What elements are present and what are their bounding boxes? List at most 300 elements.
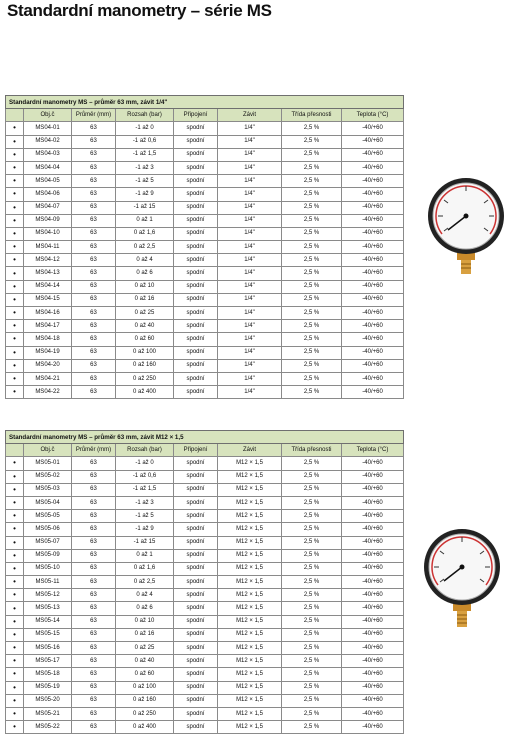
cell-thread: 1/4" <box>218 359 282 372</box>
cell-bullet: • <box>6 615 24 628</box>
table-row <box>6 615 404 628</box>
cell-thread: 1/4" <box>218 148 282 161</box>
cell-thread: 1/4" <box>218 175 282 188</box>
cell-diameter: 63 <box>72 602 116 615</box>
cell-connection: spodní <box>174 386 218 399</box>
cell-range: -1 až 0,6 <box>116 135 174 148</box>
cell-order-code: MS04-07 <box>24 201 72 214</box>
cell-range: -1 až 3 <box>116 161 174 174</box>
cell-connection: spodní <box>174 536 218 549</box>
cell-bullet: • <box>6 307 24 320</box>
cell-temperature: -40/+60 <box>342 510 404 523</box>
cell-thread: M12 × 1,5 <box>218 536 282 549</box>
table-row <box>6 320 404 333</box>
cell-temperature: -40/+60 <box>342 320 404 333</box>
cell-diameter: 63 <box>72 536 116 549</box>
cell-order-code: MS05-15 <box>24 628 72 641</box>
cell-order-code: MS05-07 <box>24 536 72 549</box>
table-row <box>6 135 404 148</box>
cell-connection: spodní <box>174 523 218 536</box>
table-row <box>6 122 404 135</box>
cell-accuracy-class: 2,5 % <box>282 576 342 589</box>
cell-range: 0 až 25 <box>116 642 174 655</box>
cell-range: -1 až 1,5 <box>116 483 174 496</box>
cell-range: 0 až 6 <box>116 267 174 280</box>
table-row <box>6 562 404 575</box>
cell-thread: M12 × 1,5 <box>218 642 282 655</box>
cell-connection: spodní <box>174 721 218 734</box>
cell-thread: M12 × 1,5 <box>218 602 282 615</box>
column-header-order-code: Obj.č <box>24 109 72 122</box>
cell-diameter: 63 <box>72 615 116 628</box>
table-row <box>6 681 404 694</box>
cell-order-code: MS04-04 <box>24 161 72 174</box>
cell-temperature: -40/+60 <box>342 161 404 174</box>
table-row <box>6 148 404 161</box>
cell-thread: M12 × 1,5 <box>218 681 282 694</box>
cell-bullet: • <box>6 523 24 536</box>
cell-bullet: • <box>6 135 24 148</box>
cell-accuracy-class: 2,5 % <box>282 642 342 655</box>
cell-order-code: MS05-04 <box>24 496 72 509</box>
table-row <box>6 589 404 602</box>
cell-diameter: 63 <box>72 241 116 254</box>
cell-accuracy-class: 2,5 % <box>282 483 342 496</box>
cell-bullet: • <box>6 148 24 161</box>
cell-connection: spodní <box>174 655 218 668</box>
cell-range: -1 až 9 <box>116 188 174 201</box>
cell-connection: spodní <box>174 175 218 188</box>
cell-accuracy-class: 2,5 % <box>282 214 342 227</box>
table-row <box>6 214 404 227</box>
cell-bullet: • <box>6 293 24 306</box>
cell-diameter: 63 <box>72 483 116 496</box>
cell-bullet: • <box>6 346 24 359</box>
cell-connection: spodní <box>174 615 218 628</box>
cell-connection: spodní <box>174 346 218 359</box>
cell-temperature: -40/+60 <box>342 642 404 655</box>
cell-thread: 1/4" <box>218 267 282 280</box>
cell-accuracy-class: 2,5 % <box>282 668 342 681</box>
cell-diameter: 63 <box>72 642 116 655</box>
cell-temperature: -40/+60 <box>342 175 404 188</box>
cell-connection: spodní <box>174 214 218 227</box>
cell-bullet: • <box>6 227 24 240</box>
cell-accuracy-class: 2,5 % <box>282 254 342 267</box>
cell-order-code: MS04-01 <box>24 122 72 135</box>
cell-bullet: • <box>6 496 24 509</box>
cell-order-code: MS05-16 <box>24 642 72 655</box>
cell-bullet: • <box>6 655 24 668</box>
cell-temperature: -40/+60 <box>342 254 404 267</box>
cell-accuracy-class: 2,5 % <box>282 589 342 602</box>
cell-order-code: MS04-19 <box>24 346 72 359</box>
cell-order-code: MS04-22 <box>24 386 72 399</box>
cell-connection: spodní <box>174 576 218 589</box>
cell-accuracy-class: 2,5 % <box>282 267 342 280</box>
cell-range: 0 až 400 <box>116 386 174 399</box>
cell-order-code: MS05-06 <box>24 523 72 536</box>
table-row <box>6 655 404 668</box>
cell-order-code: MS05-13 <box>24 602 72 615</box>
cell-diameter: 63 <box>72 707 116 720</box>
cell-order-code: MS04-10 <box>24 227 72 240</box>
cell-connection: spodní <box>174 188 218 201</box>
cell-accuracy-class: 2,5 % <box>282 372 342 385</box>
cell-diameter: 63 <box>72 307 116 320</box>
cell-bullet: • <box>6 188 24 201</box>
cell-accuracy-class: 2,5 % <box>282 293 342 306</box>
cell-connection: spodní <box>174 457 218 470</box>
cell-connection: spodní <box>174 227 218 240</box>
cell-thread: 1/4" <box>218 241 282 254</box>
cell-order-code: MS05-17 <box>24 655 72 668</box>
cell-bullet: • <box>6 483 24 496</box>
cell-bullet: • <box>6 681 24 694</box>
cell-temperature: -40/+60 <box>342 359 404 372</box>
cell-connection: spodní <box>174 135 218 148</box>
table-row <box>6 523 404 536</box>
cell-accuracy-class: 2,5 % <box>282 721 342 734</box>
cell-connection: spodní <box>174 307 218 320</box>
cell-thread: M12 × 1,5 <box>218 576 282 589</box>
cell-temperature: -40/+60 <box>342 668 404 681</box>
cell-range: -1 až 9 <box>116 523 174 536</box>
cell-order-code: MS05-11 <box>24 576 72 589</box>
cell-accuracy-class: 2,5 % <box>282 549 342 562</box>
cell-range: -1 až 0,6 <box>116 470 174 483</box>
cell-range: 0 až 100 <box>116 346 174 359</box>
cell-connection: spodní <box>174 280 218 293</box>
cell-temperature: -40/+60 <box>342 496 404 509</box>
table-row <box>6 333 404 346</box>
cell-accuracy-class: 2,5 % <box>282 628 342 641</box>
cell-bullet: • <box>6 267 24 280</box>
cell-diameter: 63 <box>72 148 116 161</box>
cell-range: 0 až 160 <box>116 694 174 707</box>
cell-diameter: 63 <box>72 280 116 293</box>
cell-temperature: -40/+60 <box>342 122 404 135</box>
cell-connection: spodní <box>174 510 218 523</box>
cell-bullet: • <box>6 707 24 720</box>
cell-accuracy-class: 2,5 % <box>282 510 342 523</box>
cell-diameter: 63 <box>72 320 116 333</box>
cell-diameter: 63 <box>72 161 116 174</box>
column-header-accuracy-class: Třída přesnosti <box>282 444 342 457</box>
cell-bullet: • <box>6 721 24 734</box>
cell-bullet: • <box>6 694 24 707</box>
cell-order-code: MS04-13 <box>24 267 72 280</box>
cell-range: -1 až 1,5 <box>116 148 174 161</box>
cell-range: 0 až 16 <box>116 293 174 306</box>
cell-range: 0 až 250 <box>116 707 174 720</box>
cell-thread: 1/4" <box>218 201 282 214</box>
cell-temperature: -40/+60 <box>342 536 404 549</box>
table-row <box>6 267 404 280</box>
cell-connection: spodní <box>174 201 218 214</box>
cell-temperature: -40/+60 <box>342 293 404 306</box>
table-row <box>6 346 404 359</box>
cell-thread: 1/4" <box>218 280 282 293</box>
page-title: Standardní manometry – série MS <box>7 1 272 20</box>
cell-temperature: -40/+60 <box>342 523 404 536</box>
cell-accuracy-class: 2,5 % <box>282 470 342 483</box>
cell-diameter: 63 <box>72 681 116 694</box>
cell-order-code: MS04-21 <box>24 372 72 385</box>
cell-connection: spodní <box>174 293 218 306</box>
cell-connection: spodní <box>174 161 218 174</box>
cell-bullet: • <box>6 536 24 549</box>
pressure-gauge-icon <box>424 176 508 278</box>
cell-connection: spodní <box>174 333 218 346</box>
cell-diameter: 63 <box>72 668 116 681</box>
cell-range: -1 až 5 <box>116 175 174 188</box>
cell-range: 0 až 160 <box>116 359 174 372</box>
cell-temperature: -40/+60 <box>342 576 404 589</box>
cell-order-code: MS04-20 <box>24 359 72 372</box>
cell-thread: M12 × 1,5 <box>218 707 282 720</box>
cell-diameter: 63 <box>72 694 116 707</box>
table-header-row <box>6 109 404 122</box>
cell-diameter: 63 <box>72 227 116 240</box>
cell-accuracy-class: 2,5 % <box>282 122 342 135</box>
cell-range: 0 až 1,6 <box>116 562 174 575</box>
cell-thread: M12 × 1,5 <box>218 457 282 470</box>
cell-order-code: MS05-02 <box>24 470 72 483</box>
product-table-1 <box>5 95 404 399</box>
table-row <box>6 602 404 615</box>
cell-temperature: -40/+60 <box>342 227 404 240</box>
cell-range: 0 až 10 <box>116 280 174 293</box>
cell-range: 0 až 25 <box>116 307 174 320</box>
table-row <box>6 254 404 267</box>
cell-order-code: MS05-18 <box>24 668 72 681</box>
table-row <box>6 668 404 681</box>
cell-accuracy-class: 2,5 % <box>282 615 342 628</box>
cell-accuracy-class: 2,5 % <box>282 536 342 549</box>
table-row <box>6 457 404 470</box>
cell-order-code: MS04-11 <box>24 241 72 254</box>
column-header-temperature: Teplota (°C) <box>342 109 404 122</box>
cell-temperature: -40/+60 <box>342 188 404 201</box>
table-caption: Standardní manometry MS – průměr 63 mm, závit M12 × 1,5 <box>6 431 404 444</box>
cell-connection: spodní <box>174 642 218 655</box>
cell-diameter: 63 <box>72 589 116 602</box>
column-header-bullet <box>6 444 24 457</box>
cell-temperature: -40/+60 <box>342 721 404 734</box>
table-row <box>6 201 404 214</box>
column-header-thread: Závit <box>218 109 282 122</box>
column-header-thread: Závit <box>218 444 282 457</box>
cell-bullet: • <box>6 280 24 293</box>
cell-bullet: • <box>6 457 24 470</box>
cell-accuracy-class: 2,5 % <box>282 333 342 346</box>
cell-thread: 1/4" <box>218 227 282 240</box>
cell-bullet: • <box>6 470 24 483</box>
cell-order-code: MS05-03 <box>24 483 72 496</box>
cell-accuracy-class: 2,5 % <box>282 135 342 148</box>
cell-order-code: MS05-22 <box>24 721 72 734</box>
cell-diameter: 63 <box>72 576 116 589</box>
cell-bullet: • <box>6 175 24 188</box>
cell-temperature: -40/+60 <box>342 694 404 707</box>
table-row <box>6 372 404 385</box>
table-row <box>6 280 404 293</box>
table-row <box>6 241 404 254</box>
cell-accuracy-class: 2,5 % <box>282 201 342 214</box>
column-header-bullet <box>6 109 24 122</box>
cell-accuracy-class: 2,5 % <box>282 694 342 707</box>
table-row <box>6 293 404 306</box>
cell-connection: spodní <box>174 372 218 385</box>
cell-temperature: -40/+60 <box>342 602 404 615</box>
cell-thread: 1/4" <box>218 214 282 227</box>
cell-bullet: • <box>6 161 24 174</box>
cell-diameter: 63 <box>72 386 116 399</box>
cell-bullet: • <box>6 668 24 681</box>
cell-range: 0 až 4 <box>116 589 174 602</box>
cell-range: 0 až 60 <box>116 333 174 346</box>
cell-temperature: -40/+60 <box>342 615 404 628</box>
cell-diameter: 63 <box>72 523 116 536</box>
cell-accuracy-class: 2,5 % <box>282 148 342 161</box>
table-row <box>6 386 404 399</box>
cell-bullet: • <box>6 589 24 602</box>
cell-accuracy-class: 2,5 % <box>282 307 342 320</box>
cell-accuracy-class: 2,5 % <box>282 241 342 254</box>
table-row <box>6 642 404 655</box>
cell-order-code: MS04-03 <box>24 148 72 161</box>
cell-bullet: • <box>6 642 24 655</box>
cell-connection: spodní <box>174 681 218 694</box>
cell-diameter: 63 <box>72 135 116 148</box>
cell-diameter: 63 <box>72 333 116 346</box>
cell-range: -1 až 5 <box>116 510 174 523</box>
table-row <box>6 307 404 320</box>
cell-temperature: -40/+60 <box>342 549 404 562</box>
column-header-temperature: Teplota (°C) <box>342 444 404 457</box>
cell-accuracy-class: 2,5 % <box>282 161 342 174</box>
cell-diameter: 63 <box>72 372 116 385</box>
cell-range: 0 až 250 <box>116 372 174 385</box>
cell-temperature: -40/+60 <box>342 457 404 470</box>
cell-thread: M12 × 1,5 <box>218 549 282 562</box>
cell-order-code: MS04-05 <box>24 175 72 188</box>
cell-accuracy-class: 2,5 % <box>282 386 342 399</box>
cell-temperature: -40/+60 <box>342 346 404 359</box>
cell-thread: 1/4" <box>218 320 282 333</box>
cell-range: 0 až 40 <box>116 320 174 333</box>
cell-range: 0 až 60 <box>116 668 174 681</box>
cell-range: -1 až 0 <box>116 457 174 470</box>
cell-diameter: 63 <box>72 346 116 359</box>
cell-order-code: MS05-20 <box>24 694 72 707</box>
cell-order-code: MS04-16 <box>24 307 72 320</box>
cell-accuracy-class: 2,5 % <box>282 359 342 372</box>
cell-diameter: 63 <box>72 122 116 135</box>
cell-connection: spodní <box>174 148 218 161</box>
cell-order-code: MS04-15 <box>24 293 72 306</box>
cell-bullet: • <box>6 214 24 227</box>
table-row <box>6 161 404 174</box>
table-caption: Standardní manometry MS – průměr 63 mm, závit 1/4" <box>6 96 404 109</box>
cell-accuracy-class: 2,5 % <box>282 602 342 615</box>
cell-range: 0 až 16 <box>116 628 174 641</box>
cell-accuracy-class: 2,5 % <box>282 681 342 694</box>
column-header-connection: Připojení <box>174 109 218 122</box>
table-row <box>6 694 404 707</box>
cell-bullet: • <box>6 320 24 333</box>
cell-order-code: MS05-19 <box>24 681 72 694</box>
cell-temperature: -40/+60 <box>342 372 404 385</box>
cell-bullet: • <box>6 359 24 372</box>
cell-range: 0 až 1 <box>116 549 174 562</box>
column-header-connection: Připojení <box>174 444 218 457</box>
cell-temperature: -40/+60 <box>342 148 404 161</box>
cell-diameter: 63 <box>72 359 116 372</box>
cell-temperature: -40/+60 <box>342 307 404 320</box>
cell-connection: spodní <box>174 549 218 562</box>
column-header-accuracy-class: Třída přesnosti <box>282 109 342 122</box>
cell-thread: 1/4" <box>218 122 282 135</box>
cell-thread: M12 × 1,5 <box>218 510 282 523</box>
cell-range: -1 až 0 <box>116 122 174 135</box>
cell-thread: 1/4" <box>218 161 282 174</box>
cell-range: 0 až 1,6 <box>116 227 174 240</box>
cell-accuracy-class: 2,5 % <box>282 496 342 509</box>
cell-thread: M12 × 1,5 <box>218 615 282 628</box>
cell-accuracy-class: 2,5 % <box>282 655 342 668</box>
cell-order-code: MS05-10 <box>24 562 72 575</box>
cell-order-code: MS04-06 <box>24 188 72 201</box>
cell-connection: spodní <box>174 602 218 615</box>
cell-bullet: • <box>6 241 24 254</box>
cell-diameter: 63 <box>72 655 116 668</box>
cell-bullet: • <box>6 386 24 399</box>
cell-range: 0 až 40 <box>116 655 174 668</box>
table-row <box>6 175 404 188</box>
cell-diameter: 63 <box>72 510 116 523</box>
cell-connection: spodní <box>174 359 218 372</box>
cell-bullet: • <box>6 562 24 575</box>
cell-temperature: -40/+60 <box>342 135 404 148</box>
cell-thread: 1/4" <box>218 333 282 346</box>
cell-temperature: -40/+60 <box>342 267 404 280</box>
cell-diameter: 63 <box>72 254 116 267</box>
cell-temperature: -40/+60 <box>342 386 404 399</box>
cell-order-code: MS05-09 <box>24 549 72 562</box>
table-row <box>6 576 404 589</box>
column-header-order-code: Obj.č <box>24 444 72 457</box>
cell-order-code: MS04-17 <box>24 320 72 333</box>
table-row <box>6 721 404 734</box>
cell-connection: spodní <box>174 707 218 720</box>
cell-thread: M12 × 1,5 <box>218 523 282 536</box>
cell-thread: 1/4" <box>218 346 282 359</box>
cell-accuracy-class: 2,5 % <box>282 346 342 359</box>
cell-range: -1 až 15 <box>116 201 174 214</box>
cell-diameter: 63 <box>72 549 116 562</box>
cell-diameter: 63 <box>72 267 116 280</box>
cell-connection: spodní <box>174 694 218 707</box>
cell-thread: 1/4" <box>218 135 282 148</box>
cell-accuracy-class: 2,5 % <box>282 280 342 293</box>
cell-thread: M12 × 1,5 <box>218 483 282 496</box>
table-row <box>6 628 404 641</box>
cell-temperature: -40/+60 <box>342 655 404 668</box>
cell-diameter: 63 <box>72 175 116 188</box>
table-row <box>6 549 404 562</box>
